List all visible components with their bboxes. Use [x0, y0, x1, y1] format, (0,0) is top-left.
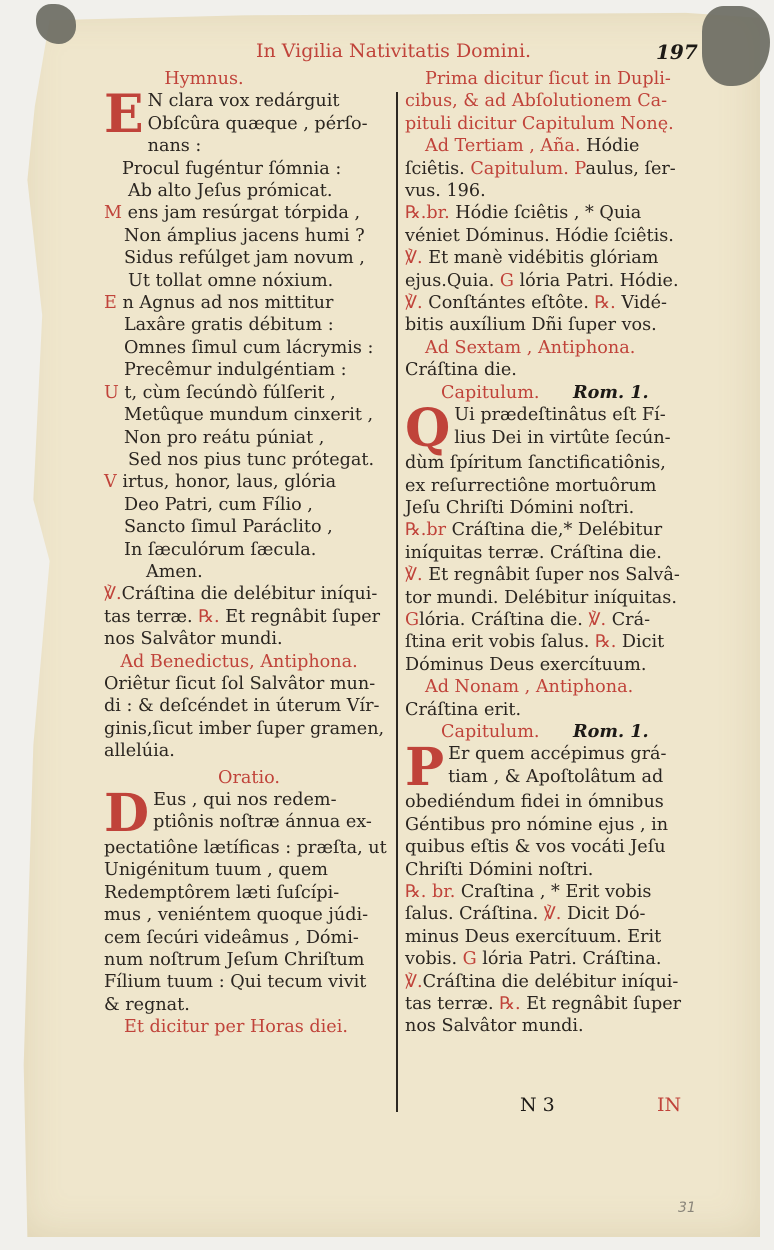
text-line: Fílium tuum : Qui tecum vivit — [104, 972, 367, 993]
verse-line: Laxâre gratis débitum : — [124, 315, 334, 336]
text-line: Cráſtina die delébitur iníqui- — [422, 971, 679, 992]
verse-line: Omnes ſimul cum lácrymis : — [124, 337, 374, 358]
text-line: Jeſu Chriſti Dómini noſtri. — [405, 497, 635, 518]
responsory-2 — [405, 519, 695, 676]
text-line: Er quem accépimus grá- — [448, 744, 667, 765]
signature-mark: N 3 — [520, 1094, 555, 1116]
text-line: pectatiône lætíficas : præſta, ut — [104, 838, 387, 858]
versicle-text: tas terræ. — [104, 606, 193, 627]
text-line: Dicit Dó- — [566, 904, 646, 925]
initial-letter: P — [574, 158, 586, 179]
text-line: Et regnâbit ſuper — [526, 994, 682, 1015]
capitulum-label: Capitulum. — [441, 382, 540, 403]
verse-line: Ut tollat omne nóxium. — [128, 270, 334, 291]
capitulum-label: Capitulum. — [441, 721, 540, 742]
text-line: Géntibus pro nómine ejus , in — [405, 814, 669, 835]
text-line: lória. Cráſtina die. — [419, 609, 583, 630]
text-line: ſalus. Cráſtina. — [405, 904, 539, 925]
text-line: Dicit — [621, 632, 665, 653]
benedictus-antiphon — [104, 673, 394, 763]
sexta-heading: Ad Sextam , Antiphona. — [425, 337, 636, 358]
hymn-stanza-4 — [104, 382, 394, 472]
verse-line: Non ámplius jacens humi ? — [124, 225, 365, 246]
hymn-stanza-3 — [104, 292, 394, 382]
catchword: IN — [657, 1094, 682, 1116]
verse-line: Ab alto Jeſus prómicat. — [128, 181, 333, 202]
text-line: obediéndum fidei in ómnibus — [405, 792, 664, 813]
page-number: 197 — [656, 40, 698, 64]
text-line: Dóminus Deus exercítuum. — [405, 654, 647, 675]
antiphon-text: Hódie — [586, 136, 640, 157]
text-line: cem ſecúri videâmus , Dómi- — [104, 927, 359, 948]
text-line: Unigénitum tuum , quem — [104, 860, 328, 881]
verse-line: Sancto ſimul Paráclito , — [124, 517, 333, 538]
initial-letter: U — [104, 382, 119, 403]
capitulum-label: Capitulum. — [470, 158, 569, 179]
text-line: ginis,ſicut imber ſuper gramen, — [104, 718, 385, 739]
benedictus-heading: Ad Benedictus, Antiphona. — [120, 651, 358, 672]
verse-line: N clara vox redárguit — [147, 91, 340, 112]
hymn-stanza-5 — [104, 471, 394, 561]
nona-heading: Ad Nonam , Antiphona. — [425, 677, 634, 698]
response-mark: ℞. br. — [405, 882, 456, 902]
response-text: nos Salvâtor mundi. — [104, 629, 283, 650]
antiphon-text: ſciêtis. — [405, 158, 465, 179]
rubric-line: pituli dicitur Capitulum Nonę. — [405, 113, 674, 134]
text-line: Craſtina , * Erit vobis — [460, 882, 652, 902]
verse-line: Deo Patri, cum Fílio , — [124, 494, 313, 515]
text-line: ex reſurrectiône mortuôrum — [405, 475, 657, 496]
column-divider — [396, 92, 398, 1112]
running-title: In Vigilia Nativitatis Domini. — [256, 40, 532, 62]
text-line: lória Patri. Hódie. — [519, 270, 679, 291]
initial-letter: V — [104, 472, 117, 493]
responsory-1 — [405, 202, 695, 336]
versicle-mark: ℣. — [104, 584, 122, 605]
text-line: num noſtrum Jeſum Chriſtum — [104, 950, 365, 971]
scripture-reference: Rom. 1. — [573, 381, 649, 403]
hymn-stanza-1 — [104, 84, 394, 202]
response-mark: ℞. — [594, 293, 616, 314]
text-line: Hódie ſciêtis , * Quia — [455, 203, 642, 224]
sexta-section — [405, 337, 695, 519]
text-line: iníquitas terræ. Cráſtina die. — [405, 542, 662, 563]
oratio-prayer — [104, 783, 394, 1016]
text-line: allelúia. — [104, 741, 175, 762]
text-line: Ui prædeſtinâtus eſt Fí- — [454, 405, 666, 426]
closing-rubric: Et dicitur per Horas diei. — [124, 1017, 348, 1038]
text-line: di : & deſcéndet in úterum Vír- — [104, 696, 380, 717]
text-line: tas terræ. — [405, 994, 494, 1015]
verse-line: In ſæculórum ſæcula. — [124, 539, 317, 560]
text-line: ptiônis noſtræ ánnua ex- — [153, 812, 372, 833]
text-line: tor mundi. Delébitur iníquitas. — [405, 587, 677, 608]
antiphon-text: Cráſtina die. — [405, 360, 517, 381]
text-line: ſtina erit vobis ſalus. — [405, 632, 590, 653]
pencil-annotation: 31 — [678, 1200, 696, 1216]
text-line: Cráſtina die,* Delébitur — [451, 520, 663, 541]
response-mark: ℞.br — [405, 520, 447, 541]
verse-line: Procul fugéntur ſómnia : — [122, 158, 342, 179]
stain-top-left — [36, 4, 76, 44]
verse-line: Sed nos pius tunc prótegat. — [128, 449, 375, 470]
versicle-block — [104, 583, 394, 650]
versicle-mark: ℣. — [405, 971, 423, 992]
response-text: Et regnâbit ſuper — [225, 606, 381, 627]
versicle-mark: ℣. — [588, 609, 607, 630]
text-line: lius Dei in virtûte ſecún- — [454, 427, 671, 448]
response-mark: ℞. — [499, 994, 521, 1015]
text-line: & regnat. — [104, 994, 190, 1015]
initial-letter: G — [499, 270, 514, 291]
response-mark: ℞.br. — [405, 203, 450, 224]
verse-line: Obſcûra quæque , pérſo- — [147, 113, 368, 134]
text-line: Crá- — [611, 609, 651, 630]
versicle-mark: ℣. — [405, 293, 423, 314]
hymn-heading: Hymnus. — [164, 69, 244, 89]
verse-line: n Agnus ad nos mittitur — [122, 293, 334, 314]
text-line: Et regnâbit ſuper nos Salvâ- — [428, 565, 680, 586]
rubric-prima — [405, 68, 695, 135]
drop-cap: Q — [405, 398, 451, 460]
scripture-reference: Rom. 1. — [573, 720, 649, 742]
verse-line: t, cùm ſecúndò fúlſerit , — [124, 382, 336, 403]
text-line: Eus , qui nos redem- — [153, 790, 337, 810]
verse-line: nans : — [147, 136, 202, 157]
responsory-3 — [405, 881, 695, 1038]
initial-letter: G — [405, 609, 420, 630]
right-column — [405, 68, 695, 1038]
versicle-mark: ℣. — [405, 248, 423, 269]
versicle-mark: ℣. — [405, 565, 423, 586]
text-line: minus Deus exercítuum. Erit — [405, 926, 662, 947]
antiphon-text: Cráſtina erit. — [405, 699, 522, 720]
verse-line: Sidus refúlget jam novum , — [124, 248, 365, 269]
text-line: mus , veniéntem quoque júdi- — [104, 905, 369, 926]
tertia-section — [405, 135, 695, 202]
text-line: Et manè vidébitis glóriam — [428, 248, 659, 269]
text-line: Chriſti Dómini noſtri. — [405, 859, 594, 880]
text-line: nos Salvâtor mundi. — [405, 1016, 584, 1037]
response-mark: ℞. — [594, 632, 617, 653]
hymn-stanza-2 — [104, 202, 394, 292]
initial-letter: G — [462, 949, 477, 970]
text-line: bitis auxílium Dñi ſuper vos. — [405, 315, 657, 336]
drop-cap: D — [104, 783, 150, 844]
verse-line: Metûque mundum cinxerit , — [124, 405, 374, 426]
running-head — [0, 40, 774, 66]
text-line: quibus eſtis & vos vocáti Jeſu — [405, 837, 666, 858]
response-mark: ℞. — [198, 606, 220, 627]
versicle-mark: ℣. — [543, 904, 562, 925]
rubric-line: Prima dicitur ſicut in Dupli- — [425, 69, 671, 89]
initial-letter: E — [104, 293, 117, 314]
text-line: vobis. — [405, 949, 458, 970]
text-line: lória Patri. Cráſtina. — [482, 949, 662, 970]
text-line: Oriêtur ſicut ſol Salvâtor mun- — [104, 673, 376, 694]
drop-cap: P — [405, 737, 445, 799]
left-column — [104, 68, 394, 1039]
versicle-text: Cráſtina die delébitur iníqui- — [121, 584, 378, 605]
text-line: Vidé- — [621, 293, 668, 314]
drop-cap: E — [104, 84, 144, 146]
rubric-line: cibus, & ad Abſolutionem Ca- — [405, 91, 668, 112]
verse-line: Precêmur indulgéntiam : — [124, 360, 347, 381]
tertia-heading: Ad Tertiam , Aña. — [425, 136, 581, 157]
text-line: ejus.Quia. — [405, 270, 495, 291]
text-line: Redemptôrem læti ſuſcípi- — [104, 882, 340, 903]
text-line: aulus, ſer- — [585, 158, 676, 179]
verse-line: irtus, honor, laus, glória — [122, 472, 337, 493]
text-line: véniet Dóminus. Hódie ſciêtis. — [405, 225, 674, 246]
nona-section — [405, 676, 695, 881]
oratio-heading: Oratio. — [218, 767, 280, 788]
verse-line: Non pro reátu púniat , — [124, 427, 325, 448]
text-line: Conſtántes eſtôte. — [428, 293, 589, 314]
verse-line: ens jam resúrgat tórpida , — [127, 203, 361, 224]
text-line: tiam , & Apoſtolâtum ad — [448, 766, 664, 787]
text-line: vus. 196. — [405, 181, 486, 202]
amen: Amen. — [146, 561, 203, 582]
text-line: dùm ſpíritum ſanctificatiônis, — [405, 453, 666, 474]
initial-letter: M — [104, 203, 123, 224]
